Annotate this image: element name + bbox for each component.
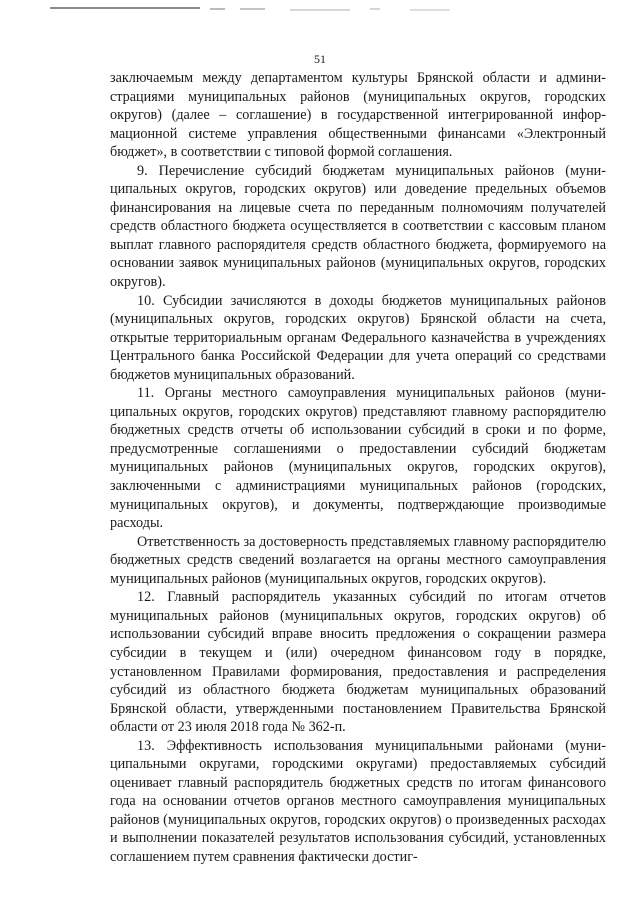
paragraph-item-12: 12. Главный распорядитель указанных субсидий по итогам отчетов муниципальных районов (муниципальных округов, городских округов) об использовании субсидий вправе вносить предложения о сокращении размера субсидии в текущем и (или) очередном финансовом году в порядке, установленном Правилами формирования, предоставления и распределения субсидий из областного бюджета бюджетам муниципальных образований Брянской области, утвержденными постановлением Правительства Брянской области от 23 июля 2018 года № 362-п. xyxy=(110,589,606,736)
page-number: 51 xyxy=(314,52,326,66)
paragraph-item-9: 9. Перечисление субсидий бюджетам муниципальных районов (муниципальных округов, городских округов) или доведение предельных объемов финансирования на лицевые счета по переданным полномочиям получателей средств областного бюджета осуществляется в соответствии с кассовым планом выплат главного распорядителя средств областного бюджета, формируемого на основании заявок муниципальных районов (муниципальных округов, городских округов). xyxy=(110,162,606,291)
paragraph-continuation: заключаемым между департаментом культуры Брянской области и администрациями муниципальных районов (муниципальных округов, городских округов) (далее – соглашение) в государственной интегрированной информационной системе управления общественными финансами «Электронный бюджет», в соответствии с типовой формой соглашения. xyxy=(110,70,606,161)
paragraph-item-11: 11. Органы местного самоуправления муниципальных районов (муниципальных округов, городских округов) представляют главному распорядителю бюджетных средств отчеты об использовании субсидий в сроки и по форме, предусмотренные соглашениями о предоставлении субсидий бюджетам муниципальных районов (муниципальных округов, городских округов), заключенными с администрациями муниципальных районов (городских, муниципальных округов), и документы, подтверждающие производимые расходы. xyxy=(110,385,606,532)
document-body xyxy=(110,69,606,867)
scan-artifact-marks xyxy=(50,6,520,14)
paragraph-item-10: 10. Субсидии зачисляются в доходы бюджетов муниципальных районов (муниципальных округов, городских округов) Брянской области на счета, открытые территориальным органам Федерального казначейства в учреждениях Центрального банка Российской Федерации для учета операций со средствами бюджетов муниципальных образований. xyxy=(110,292,606,383)
paragraph-responsibility: Ответственность за достоверность представляемых главному распорядителю бюджетных средств сведений возлагается на органы местного самоуправления муниципальных районов (муниципальных округов, городских округов). xyxy=(110,533,606,587)
paragraph-item-13: 13. Эффективность использования муниципальными районами (муниципальными округами, городскими округами) предоставляемых субсидий оценивает главный распорядитель бюджетных средств по итогам финансового года на основании отчетов органов местного самоуправления муниципальных районов (муниципальных округов, городских округов) о произведенных расходах и выполнении показателей результатов использования субсидий, установленных соглашением путем сравнения фактически достиг- xyxy=(110,737,606,865)
